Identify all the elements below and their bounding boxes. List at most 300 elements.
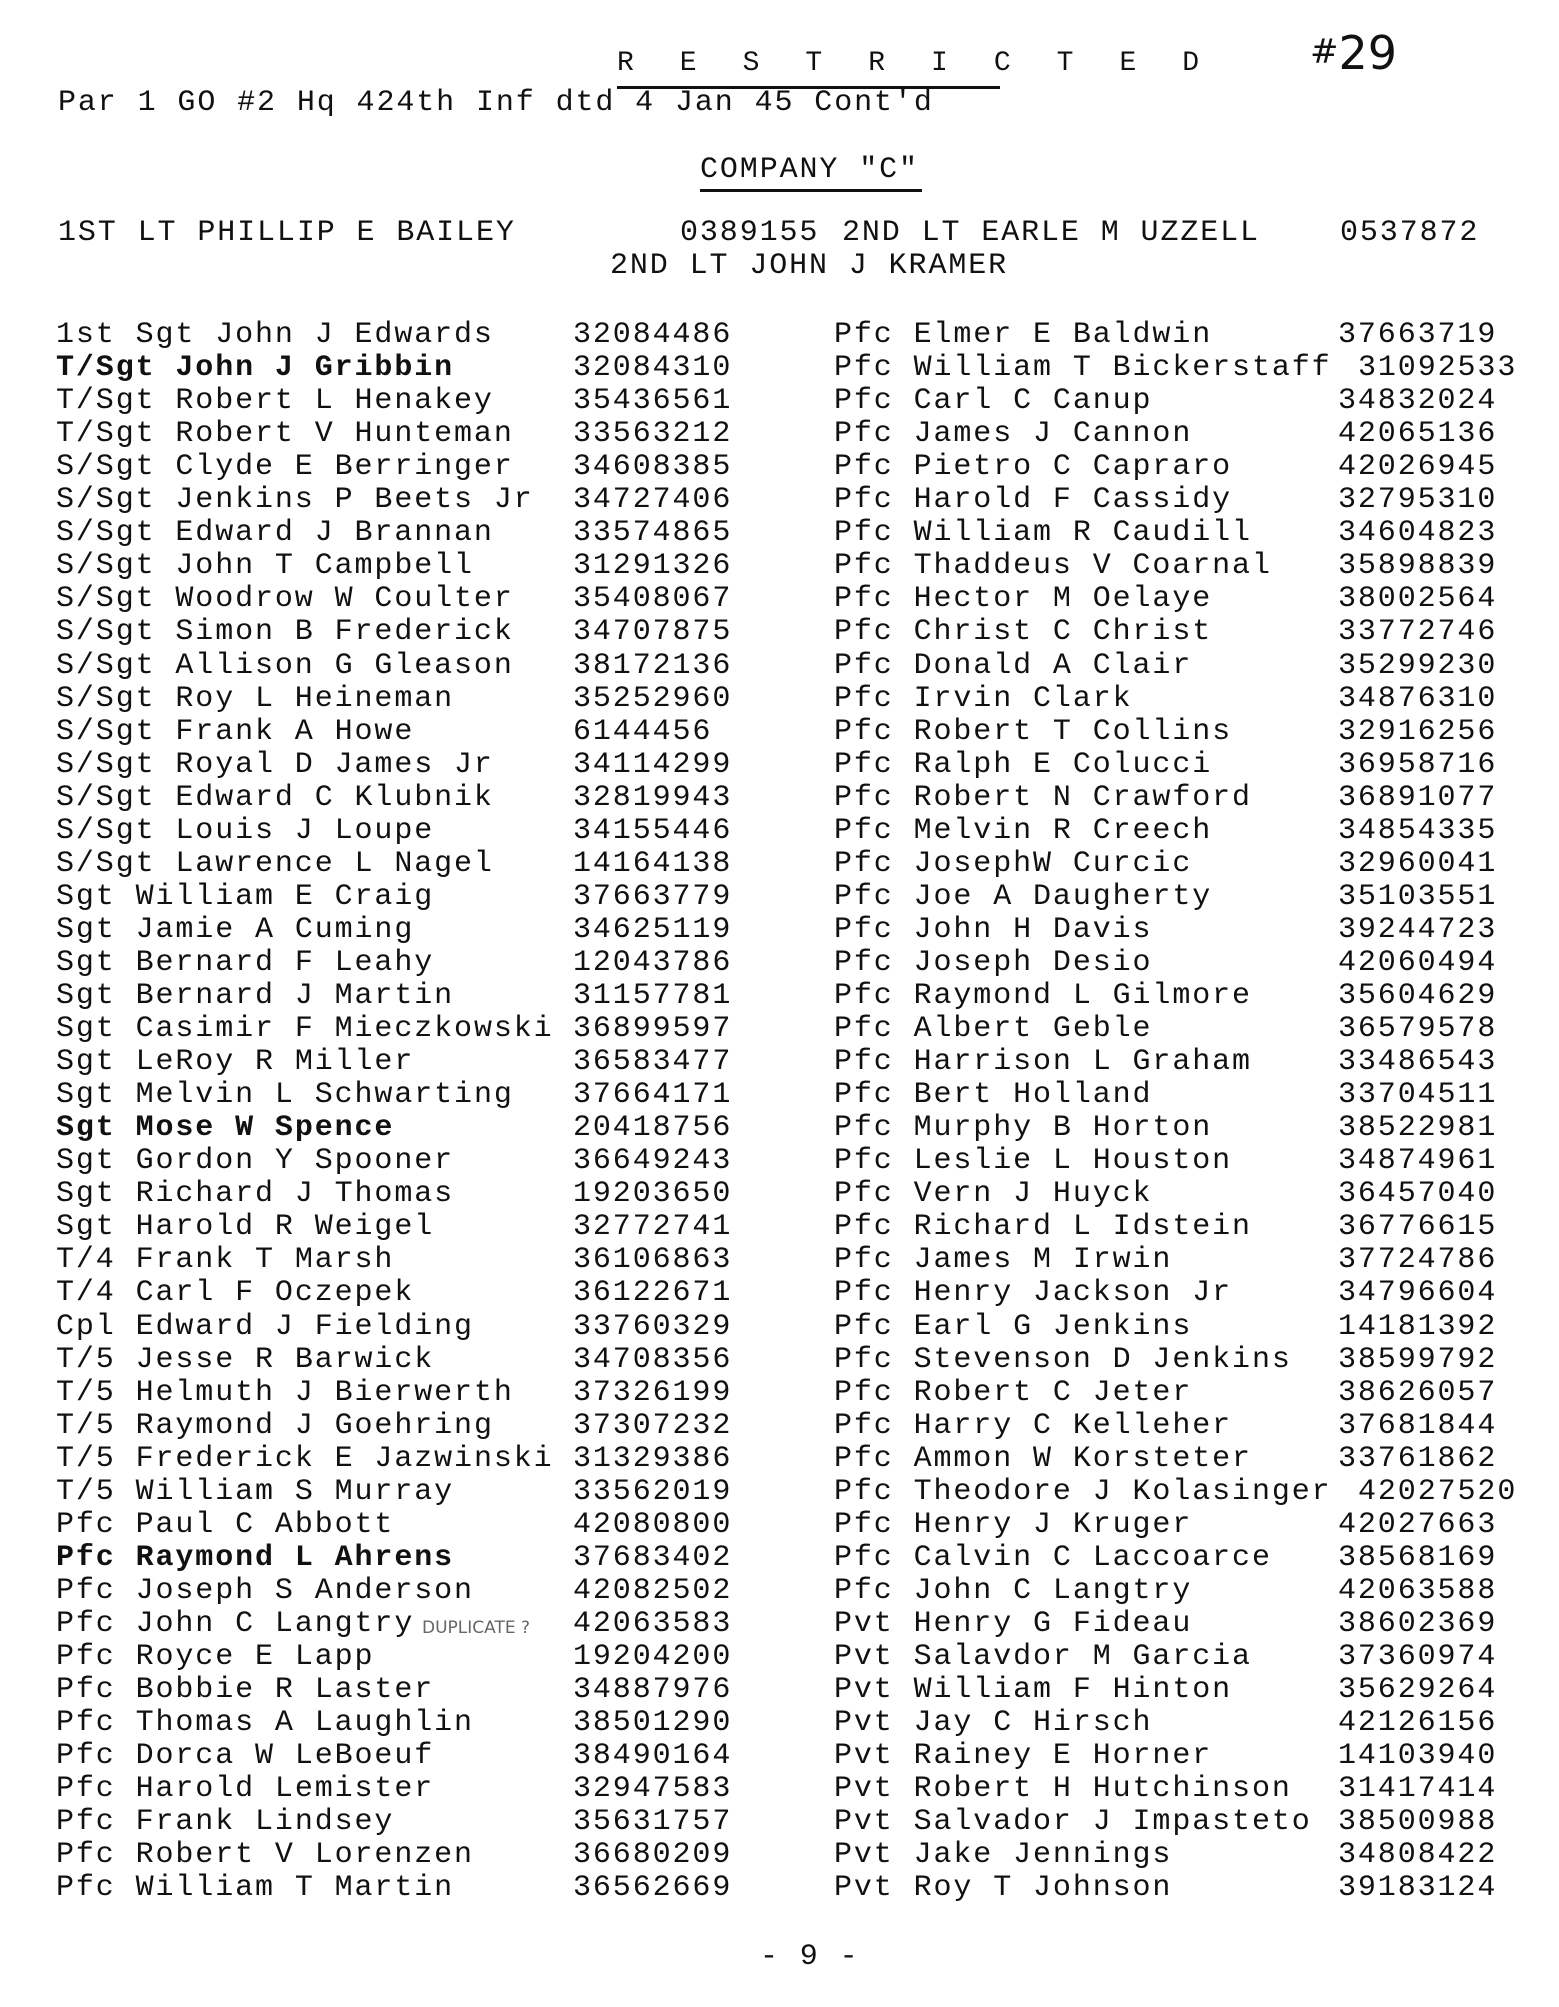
roster-name: William F Hinton [913, 1673, 1233, 1708]
roster-name: William T Martin [135, 1871, 455, 1906]
roster-name: Clyde E Berringer [175, 450, 514, 485]
roster-name: Stevenson D Jenkins [913, 1342, 1292, 1377]
roster-name: Vern J Huyck [913, 1177, 1153, 1212]
roster-serial: 34155446 [573, 813, 733, 848]
roster-name: Jenkins P Beets Jr [175, 483, 534, 518]
roster-serial: 32084486 [573, 318, 733, 352]
roster-serial: 42063583 [573, 1606, 733, 1641]
roster-serial: 12043786 [573, 945, 733, 980]
roster-name: Bobbie R Laster [135, 1673, 435, 1708]
document-number-value: 29 [1338, 26, 1398, 80]
company-underline [700, 189, 922, 192]
roster-rank: Pfc [56, 1706, 116, 1741]
roster-rank: Pfc [834, 780, 894, 815]
roster-name: John C Langtry [913, 1573, 1193, 1608]
roster-serial: 14181392 [1338, 1309, 1498, 1344]
roster-rank: Pfc [834, 549, 894, 584]
roster-rank: Pfc [834, 1441, 894, 1476]
roster-rank: Pfc [834, 879, 894, 914]
roster-name: Pietro C Capraro [913, 450, 1233, 485]
roster-serial: 33760329 [573, 1309, 733, 1344]
classification-heading: R E S T R I C T E D [617, 48, 1214, 79]
roster-rank: Pfc [56, 1805, 116, 1840]
roster-rank: T/Sgt [56, 384, 156, 419]
roster-serial: 36579578 [1338, 1012, 1498, 1047]
roster-serial: 37724786 [1338, 1243, 1498, 1278]
document-number-hash: # [1310, 32, 1339, 72]
roster-rank: S/Sgt [56, 648, 156, 683]
roster-rank: Pfc [834, 1276, 894, 1311]
roster-serial: 20418756 [573, 1111, 733, 1146]
roster-serial: 36583477 [573, 1045, 733, 1080]
roster-serial: 37681844 [1338, 1408, 1498, 1443]
roster-name: Donald A Clair [913, 648, 1193, 683]
roster-name: JosephW Curcic [913, 846, 1193, 881]
roster-name: John C Langtry [135, 1606, 415, 1641]
roster-rank: Pfc [834, 1309, 894, 1344]
roster-serial: 33704511 [1338, 1078, 1498, 1113]
roster-rank: T/5 [56, 1441, 116, 1476]
roster-rank: Sgt [56, 1177, 116, 1212]
roster-rank: S/Sgt [56, 450, 156, 485]
roster-rank: Pfc [834, 615, 894, 650]
roster-name: Frank T Marsh [135, 1243, 395, 1278]
roster-name: Carl F Oczepek [135, 1276, 415, 1311]
roster-name: John H Davis [913, 912, 1153, 947]
roster-serial: 33486543 [1338, 1045, 1498, 1080]
roster-name: Jamie A Cuming [135, 912, 415, 947]
roster-rank: Pfc [834, 1342, 894, 1377]
roster-serial: 37683402 [573, 1540, 733, 1575]
roster-name: Murphy B Horton [913, 1111, 1213, 1146]
roster-rank: Pfc [834, 351, 894, 386]
roster-rank: Pfc [834, 681, 894, 716]
roster-rank: Sgt [56, 1078, 116, 1113]
roster-serial: 34832024 [1338, 384, 1498, 419]
roster-rank: Pfc [834, 979, 894, 1013]
roster-name: Royce E Lapp [135, 1640, 375, 1674]
roster-rank: Pvt [834, 1871, 894, 1906]
roster-serial: 37663779 [573, 879, 733, 914]
roster-rank: T/Sgt [56, 351, 156, 386]
roster-rank: S/Sgt [56, 615, 156, 650]
roster-serial: 42027520 [1358, 1474, 1518, 1509]
roster-name: Leslie L Houston [913, 1144, 1233, 1179]
roster-name: Edward J Fielding [135, 1309, 474, 1344]
roster-name: Frederick E Jazwinski [135, 1441, 554, 1476]
roster-rank: Pfc [56, 1739, 116, 1774]
roster-name: Henry J Kruger [913, 1507, 1193, 1542]
roster-rank: S/Sgt [56, 516, 156, 551]
roster-name: Harold F Cassidy [913, 483, 1233, 518]
roster-rank: T/5 [56, 1474, 116, 1509]
roster-serial: 42026945 [1338, 450, 1498, 485]
roster-name: Robert C Jeter [913, 1375, 1193, 1410]
roster-serial: 38490164 [573, 1739, 733, 1774]
roster-name: Elmer E Baldwin [913, 318, 1213, 352]
roster-rank: T/5 [56, 1342, 116, 1377]
roster-rank: S/Sgt [56, 714, 156, 749]
roster-name: William R Caudill [913, 516, 1252, 551]
roster-rank: T/4 [56, 1243, 116, 1278]
roster-name: Bernard F Leahy [135, 945, 435, 980]
roster-rank: Pfc [834, 1474, 894, 1509]
roster-serial: 32960041 [1338, 846, 1498, 881]
roster-serial: 33574865 [573, 516, 733, 551]
roster-rank: 1st Sgt [56, 318, 196, 352]
roster-name: Dorca W LeBoeuf [135, 1739, 435, 1774]
roster-serial: 32916256 [1338, 714, 1498, 749]
roster-name: Simon B Frederick [175, 615, 514, 650]
roster-name: Jesse R Barwick [135, 1342, 435, 1377]
roster-serial: 38568169 [1338, 1540, 1498, 1575]
roster-name: Joe A Daugherty [913, 879, 1213, 914]
roster-serial: 19203650 [573, 1177, 733, 1212]
roster-serial: 42082502 [573, 1573, 733, 1608]
handwritten-document-number [1310, 26, 1398, 80]
roster-serial: 36562669 [573, 1871, 733, 1906]
roster-name: Roy L Heineman [175, 681, 455, 716]
roster-serial: 35436561 [573, 384, 733, 419]
roster-serial: 42126156 [1338, 1706, 1498, 1741]
roster-serial: 34874961 [1338, 1144, 1498, 1179]
roster-rank: Sgt [56, 1144, 116, 1179]
roster-serial: 33761862 [1338, 1441, 1498, 1476]
officer-name: 2ND LT JOHN J KRAMER [610, 249, 1009, 283]
page-number: - 9 - [760, 1940, 860, 1974]
roster-rank: Pfc [56, 1838, 116, 1873]
roster-serial: 36958716 [1338, 747, 1498, 782]
roster-serial: 38599792 [1338, 1342, 1498, 1377]
roster-rank: Sgt [56, 879, 116, 914]
roster-serial: 31291326 [573, 549, 733, 584]
roster-rank: Pfc [56, 1871, 116, 1906]
roster-name: Salvador J Impasteto [913, 1805, 1312, 1840]
roster-name: James J Cannon [913, 417, 1193, 452]
roster-rank: Pfc [834, 384, 894, 419]
roster-serial: 34727406 [573, 483, 733, 518]
roster-rank: Pfc [834, 1243, 894, 1278]
roster-serial: 38172136 [573, 648, 733, 683]
roster-serial: 34876310 [1338, 681, 1498, 716]
roster-serial: 34708356 [573, 1342, 733, 1377]
roster-name: Thaddeus V Coarnal [913, 549, 1272, 584]
roster-rank: Pfc [56, 1606, 116, 1641]
roster-name: Ammon W Korsteter [913, 1441, 1252, 1476]
duplicate-annotation: DUPLICATE ? [422, 1618, 531, 1638]
roster-rank: S/Sgt [56, 747, 156, 782]
roster-rank: Pfc [56, 1673, 116, 1708]
roster-rank: Pfc [56, 1772, 116, 1807]
roster-serial: 35604629 [1338, 979, 1498, 1013]
roster-rank: Pvt [834, 1706, 894, 1741]
roster-rank: Pfc [56, 1507, 116, 1542]
roster-rank: Pvt [834, 1640, 894, 1674]
roster-serial: 34604823 [1338, 516, 1498, 551]
roster-name: Carl C Canup [913, 384, 1153, 419]
roster-rank: Sgt [56, 1045, 116, 1080]
roster-name: Christ C Christ [913, 615, 1213, 650]
roster-serial: 35629264 [1338, 1673, 1498, 1708]
roster-rank: Pvt [834, 1739, 894, 1774]
roster-name: Raymond L Ahrens [135, 1540, 455, 1575]
roster-name: Louis J Loupe [175, 813, 435, 848]
roster-rank: Pfc [834, 747, 894, 782]
roster-rank: Pfc [834, 714, 894, 749]
roster-rank: S/Sgt [56, 780, 156, 815]
roster-name: Harold Lemister [135, 1772, 435, 1807]
roster-serial: 31157781 [573, 979, 733, 1013]
roster-rank: Pvt [834, 1772, 894, 1807]
order-reference-line: Par 1 GO #2 Hq 424th Inf dtd 4 Jan 45 Cont'd [58, 86, 934, 120]
roster-serial: 32772741 [573, 1210, 733, 1245]
roster-rank: Pfc [834, 318, 894, 352]
roster-name: Melvin L Schwarting [135, 1078, 514, 1113]
roster-serial: 38626057 [1338, 1375, 1498, 1410]
roster-serial: 34707875 [573, 615, 733, 650]
roster-rank: Pfc [834, 1078, 894, 1113]
officer-serial: 0389155 [680, 216, 820, 250]
company-heading: COMPANY "C" [700, 153, 919, 187]
roster-rank: Pfc [834, 1012, 894, 1047]
roster-rank: Pfc [834, 417, 894, 452]
roster-rank: Pfc [834, 1177, 894, 1212]
roster-serial: 31092533 [1358, 351, 1518, 386]
roster-name: Raymond L Gilmore [913, 979, 1252, 1013]
roster-name: Allison G Gleason [175, 648, 514, 683]
roster-serial: 19204200 [573, 1640, 733, 1674]
roster-name: Harold R Weigel [135, 1210, 435, 1245]
roster-serial: 33562019 [573, 1474, 733, 1509]
roster-rank: Pfc [834, 450, 894, 485]
roster-serial: 34625119 [573, 912, 733, 947]
roster-name: John J Gribbin [175, 351, 455, 386]
roster-rank: Pfc [834, 945, 894, 980]
roster-name: John T Campbell [175, 549, 474, 584]
roster-serial: 39244723 [1338, 912, 1498, 947]
roster-rank: Pfc [834, 1210, 894, 1245]
roster-name: Edward J Brannan [175, 516, 494, 551]
roster-rank: Pfc [834, 1573, 894, 1608]
roster-name: Richard L Idstein [913, 1210, 1252, 1245]
roster-serial: 35631757 [573, 1805, 733, 1840]
roster-name: Robert V Lorenzen [135, 1838, 474, 1873]
roster-rank: Pfc [834, 1408, 894, 1443]
roster-name: John J Edwards [215, 318, 494, 352]
roster-name: Robert H Hutchinson [913, 1772, 1292, 1807]
roster-rank: T/Sgt [56, 417, 156, 452]
roster-name: Calvin C Laccoarce [913, 1540, 1272, 1575]
roster-serial: 36891077 [1338, 780, 1498, 815]
roster-serial: 36899597 [573, 1012, 733, 1047]
roster-rank: Sgt [56, 1012, 116, 1047]
roster-serial: 38602369 [1338, 1606, 1498, 1641]
roster-serial: 37664171 [573, 1078, 733, 1113]
roster-serial: 36680209 [573, 1838, 733, 1873]
roster-serial: 35898839 [1338, 549, 1498, 584]
roster-name: Frank A Howe [175, 714, 415, 749]
roster-rank: Pfc [834, 813, 894, 848]
roster-name: William T Bickerstaff [913, 351, 1332, 386]
roster-name: Harrison L Graham [913, 1045, 1252, 1080]
roster-rank: Pvt [834, 1673, 894, 1708]
roster-serial: 34808422 [1338, 1838, 1498, 1873]
roster-serial: 36106863 [573, 1243, 733, 1278]
roster-serial: 33772746 [1338, 615, 1498, 650]
roster-rank: S/Sgt [56, 483, 156, 518]
roster-name: Henry G Fideau [913, 1606, 1193, 1641]
roster-rank: Pfc [834, 912, 894, 947]
roster-serial: 35252960 [573, 681, 733, 716]
roster-rank: S/Sgt [56, 681, 156, 716]
roster-rank: Pfc [56, 1640, 116, 1674]
officer-serial: 0537872 [1340, 216, 1480, 250]
roster-serial: 34114299 [573, 747, 733, 782]
roster-name: Theodore J Kolasinger [913, 1474, 1332, 1509]
roster-serial: 42065136 [1338, 417, 1498, 452]
roster-name: Robert V Hunteman [175, 417, 514, 452]
roster-serial: 39183124 [1338, 1871, 1498, 1906]
roster-name: Edward C Klubnik [175, 780, 494, 815]
roster-serial: 14164138 [573, 846, 733, 881]
roster-rank: Pfc [834, 1540, 894, 1575]
roster-serial: 42060494 [1338, 945, 1498, 980]
roster-rank: T/5 [56, 1408, 116, 1443]
roster-rank: Pfc [834, 1045, 894, 1080]
roster-rank: Cpl [56, 1309, 116, 1344]
roster-rank: Pvt [834, 1805, 894, 1840]
roster-name: Woodrow W Coulter [175, 582, 514, 617]
roster-rank: Pfc [834, 582, 894, 617]
roster-name: Bert Holland [913, 1078, 1153, 1113]
officer-name: 1ST LT PHILLIP E BAILEY [58, 216, 516, 250]
roster-rank: Sgt [56, 979, 116, 1013]
roster-name: Thomas A Laughlin [135, 1706, 474, 1741]
roster-serial: 36457040 [1338, 1177, 1498, 1212]
roster-serial: 32819943 [573, 780, 733, 815]
roster-name: Lawrence L Nagel [175, 846, 494, 881]
roster-serial: 33563212 [573, 417, 733, 452]
roster-serial: 32947583 [573, 1772, 733, 1807]
roster-serial: 35299230 [1338, 648, 1498, 683]
roster-serial: 37307232 [573, 1408, 733, 1443]
roster-rank: Sgt [56, 1210, 116, 1245]
roster-rank: Sgt [56, 1111, 116, 1146]
roster-rank: Pfc [834, 516, 894, 551]
roster-serial: 6144456 [573, 714, 713, 749]
roster-name: Robert T Collins [913, 714, 1233, 749]
roster-name: Irvin Clark [913, 681, 1133, 716]
roster-rank: Pvt [834, 1606, 894, 1641]
roster-serial: 34796604 [1338, 1276, 1498, 1311]
roster-serial: 38002564 [1338, 582, 1498, 617]
roster-serial: 37360974 [1338, 1640, 1498, 1674]
roster-rank: Pfc [56, 1540, 116, 1575]
roster-rank: Pfc [834, 1507, 894, 1542]
roster-serial: 35103551 [1338, 879, 1498, 914]
roster-rank: Pfc [834, 1144, 894, 1179]
roster-serial: 34608385 [573, 450, 733, 485]
roster-rank: Pfc [834, 483, 894, 518]
roster-rank: S/Sgt [56, 582, 156, 617]
roster-name: Henry Jackson Jr [913, 1276, 1233, 1311]
roster-rank: T/4 [56, 1276, 116, 1311]
roster-serial: 42080800 [573, 1507, 733, 1542]
roster-name: Helmuth J Bierwerth [135, 1375, 514, 1410]
roster-name: LeRoy R Miller [135, 1045, 415, 1080]
roster-serial: 37663719 [1338, 318, 1498, 352]
roster-name: Joseph Desio [913, 945, 1153, 980]
roster-name: Richard J Thomas [135, 1177, 455, 1212]
roster-serial: 35408067 [573, 582, 733, 617]
roster-serial: 38501290 [573, 1706, 733, 1741]
roster-rank: Sgt [56, 945, 116, 980]
roster-name: Earl G Jenkins [913, 1309, 1193, 1344]
roster-name: Salavdor M Garcia [913, 1640, 1252, 1674]
roster-rank: Pfc [834, 1375, 894, 1410]
roster-name: Melvin R Creech [913, 813, 1213, 848]
roster-rank: Sgt [56, 912, 116, 947]
roster-rank: T/5 [56, 1375, 116, 1410]
roster-rank: S/Sgt [56, 549, 156, 584]
roster-name: Raymond J Goehring [135, 1408, 494, 1443]
roster-name: Royal D James Jr [175, 747, 494, 782]
roster-serial: 32795310 [1338, 483, 1498, 518]
roster-rank: S/Sgt [56, 813, 156, 848]
roster-name: Robert L Henakey [175, 384, 494, 419]
roster-rank: Pfc [56, 1573, 116, 1608]
roster-name: Roy T Johnson [913, 1871, 1173, 1906]
roster-name: Joseph S Anderson [135, 1573, 474, 1608]
roster-rank: Pvt [834, 1838, 894, 1873]
roster-serial: 37326199 [573, 1375, 733, 1410]
roster-name: Gordon Y Spooner [135, 1144, 455, 1179]
roster-rank: S/Sgt [56, 846, 156, 881]
roster-serial: 38522981 [1338, 1111, 1498, 1146]
roster-name: Hector M Oelaye [913, 582, 1213, 617]
roster-name: Rainey E Horner [913, 1739, 1213, 1774]
roster-name: William E Craig [135, 879, 435, 914]
roster-name: Frank Lindsey [135, 1805, 395, 1840]
roster-name: Paul C Abbott [135, 1507, 395, 1542]
roster-serial: 32084310 [573, 351, 733, 386]
roster-serial: 38500988 [1338, 1805, 1498, 1840]
roster-serial: 34887976 [573, 1673, 733, 1708]
roster-name: Harry C Kelleher [913, 1408, 1233, 1443]
roster-name: Ralph E Colucci [913, 747, 1213, 782]
roster-serial: 14103940 [1338, 1739, 1498, 1774]
roster-serial: 42027663 [1338, 1507, 1498, 1542]
roster-name: Bernard J Martin [135, 979, 455, 1013]
roster-name: Albert Geble [913, 1012, 1153, 1047]
roster-serial: 36776615 [1338, 1210, 1498, 1245]
roster-serial: 42063588 [1338, 1573, 1498, 1608]
roster-name: James M Irwin [913, 1243, 1173, 1278]
roster-name: Jake Jennings [913, 1838, 1173, 1873]
roster-serial: 34854335 [1338, 813, 1498, 848]
roster-serial: 31329386 [573, 1441, 733, 1476]
roster-rank: Pfc [834, 648, 894, 683]
roster-name: Robert N Crawford [913, 780, 1252, 815]
roster-name: Jay C Hirsch [913, 1706, 1153, 1741]
roster-serial: 31417414 [1338, 1772, 1498, 1807]
roster-rank: Pfc [834, 1111, 894, 1146]
roster-name: Casimir F Mieczkowski [135, 1012, 554, 1047]
roster-name: Mose W Spence [135, 1111, 395, 1146]
roster-serial: 36649243 [573, 1144, 733, 1179]
officer-name: 2ND LT EARLE M UZZELL [842, 216, 1260, 250]
roster-serial: 36122671 [573, 1276, 733, 1311]
